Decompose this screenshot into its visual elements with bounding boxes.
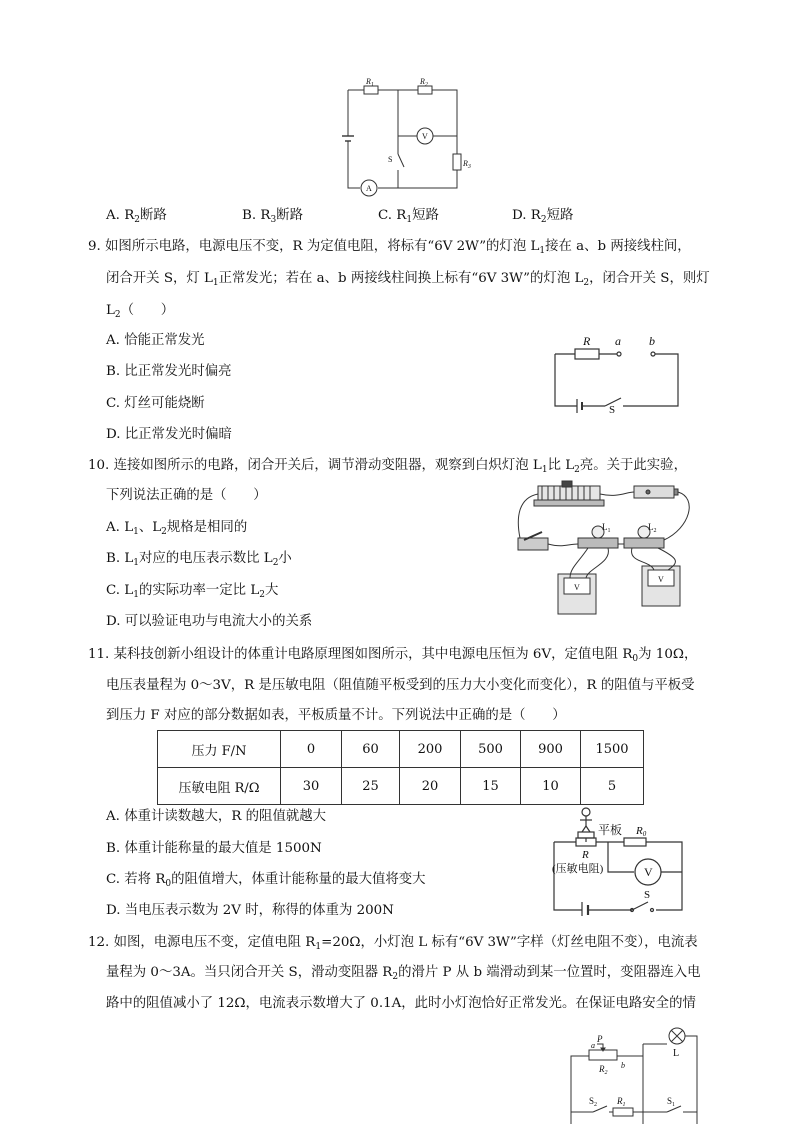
q8-r2-label: $R_2$ — [420, 77, 428, 88]
q10-stem-line2: 下列说法正确的是（ ） — [106, 488, 267, 503]
q9-b-label: b — [649, 334, 655, 348]
q10-option-a: A. $L_1$、$L_2$规格是相同的 — [106, 520, 248, 537]
q12-stem-line2: 量程为 0～3A。当只闭合开关 S，滑动变阻器 $R_2$的滑片 P 从 b 端滑动到某一位置时，变阻器连入电 — [106, 965, 701, 982]
table-cell: 5 — [581, 768, 644, 805]
q10-v1-label: V — [574, 583, 580, 592]
q10-l1-label: $L_1$ — [602, 522, 611, 534]
q11-option-a: A. 体重计读数越大，R 的阻值就越大 — [106, 809, 327, 824]
q11-stem-line2: 电压表量程为 0～3V，R 是压敏电阻（阻值随平板受到的压力大小变化而变化），R 的阻值与平板受 — [106, 678, 695, 693]
q10-apparatus-figure — [508, 478, 708, 620]
q8-r1-label: $R_1$ — [366, 77, 374, 88]
q11-row2-header: 压敏电阻 R/Ω — [158, 768, 281, 805]
q10-option-d: D. 可以验证电功与电流大小的关系 — [106, 614, 313, 629]
q11-circuit-figure — [548, 806, 688, 916]
q9-stem-line3: $L_2$（ ） — [106, 303, 175, 320]
q11-option-b: B. 体重计能称量的最大值是 1500N — [106, 841, 322, 856]
table-cell: 200 — [400, 731, 461, 768]
q10-l2-label: $L_2$ — [648, 522, 657, 534]
q12-r1-label: $R_1$ — [617, 1096, 626, 1108]
q11-stem-line3: 到压力 F 对应的部分数据如表，平板质量不计。下列说法中正确的是（ ） — [106, 708, 566, 723]
q11-data-table — [157, 730, 644, 805]
q11-r0-label: R0 — [636, 825, 647, 838]
q8-circuit-figure — [330, 74, 475, 199]
q12-s1-label: $S_1$ — [667, 1096, 676, 1108]
q9-stem-line1: 9. 如图所示电路，电源电压不变，R 为定值电阻，将标有“6V 2W”的灯泡 $L_1$接在 a、b 两接线柱间， — [88, 239, 691, 256]
q8-option-c: C. $R_1$短路 — [378, 208, 439, 225]
q12-circuit-figure — [563, 1026, 703, 1124]
q8-option-d: D. $R_2$短路 — [512, 208, 574, 225]
q8-switch-label: S — [388, 155, 393, 164]
q9-option-c: C. 灯丝可能烧断 — [106, 396, 205, 411]
q10-stem-line1: 10. 连接如图所示的电路，闭合开关后，调节滑动变阻器，观察到白炽灯泡 $L_1$比 $L_2$亮。关于此实验， — [88, 458, 687, 475]
q11-v-label: V — [644, 865, 653, 879]
q9-a-label: a — [615, 334, 621, 348]
q11-option-d: D. 当电压表示数为 2V 时，称得的体重为 200N — [106, 903, 394, 918]
q8-option-a: A. $R_2$断路 — [106, 208, 167, 225]
q12-a-label: a — [591, 1041, 595, 1050]
q9-option-b: B. 比正常发光时偏亮 — [106, 364, 232, 379]
q12-l-label: L — [673, 1048, 680, 1059]
q11-row1-header: 压力 F/N — [158, 731, 281, 768]
q11-platform-label: 平板 — [598, 823, 623, 837]
table-cell: 30 — [281, 768, 342, 805]
table-cell: 500 — [461, 731, 521, 768]
table-cell: 15 — [461, 768, 521, 805]
q11-option-c: C. 若将 $R_0$的阻值增大，体重计能称量的最大值将变大 — [106, 872, 426, 889]
q10-v2-label: V — [658, 575, 664, 584]
q12-s2-label: $S_2$ — [589, 1096, 598, 1108]
q9-s-label: S — [609, 404, 616, 414]
q9-circuit-figure — [545, 334, 685, 414]
q8-voltmeter-label: V — [422, 132, 428, 141]
table-cell: 900 — [521, 731, 581, 768]
q8-option-b: B. $R_3$断路 — [242, 208, 303, 225]
table-cell: 0 — [281, 731, 342, 768]
table-cell: 10 — [521, 768, 581, 805]
q11-r-label: R — [582, 849, 589, 861]
q10-option-c: C. $L_1$的实际功率一定比 $L_2$大 — [106, 583, 279, 600]
table-cell: 1500 — [581, 731, 644, 768]
q9-stem-line2: 闭合开关 S，灯 $L_1$正常发光；若在 a、b 两接线柱间换上标有“6V 3W”的灯泡 $L_2$，闭合开关 S，则灯 — [106, 271, 710, 288]
q9-option-d: D. 比正常发光时偏暗 — [106, 427, 232, 442]
q11-stem-line1: 11. 某科技创新小组设计的体重计电路原理图如图所示，其中电源电压恒为 6V，定值电阻 $R_0$为 10Ω， — [88, 647, 698, 664]
q8-ammeter-label: A — [366, 184, 372, 193]
q12-b-label: b — [621, 1061, 625, 1070]
q12-r2-label: $R_2$ — [599, 1064, 608, 1076]
table-cell: 60 — [342, 731, 400, 768]
q12-p-label: P — [597, 1034, 603, 1044]
q11-r-note-label: (压敏电阻) — [552, 863, 604, 875]
table-row — [158, 731, 644, 768]
table-row — [158, 768, 644, 805]
q12-stem-line3: 路中的阻值减小了 12Ω，电流表示数增大了 0.1A，此时小灯泡恰好正常发光。在保证电路安全的情 — [106, 996, 696, 1011]
table-cell: 25 — [342, 768, 400, 805]
q9-r-label: R — [583, 334, 591, 348]
table-cell: 20 — [400, 768, 461, 805]
q11-s-label: S — [644, 889, 651, 901]
q10-option-b: B. $L_1$对应的电压表示数比 $L_2$小 — [106, 551, 292, 568]
q12-stem-line1: 12. 如图，电源电压不变，定值电阻 $R_1=20\Omega$，小灯泡 L 标有“6V 3W”字样（灯丝电阻不变），电流表 — [88, 935, 698, 952]
q9-option-a: A. 恰能正常发光 — [106, 333, 205, 348]
q8-r3-label: $R_3$ — [463, 159, 471, 170]
